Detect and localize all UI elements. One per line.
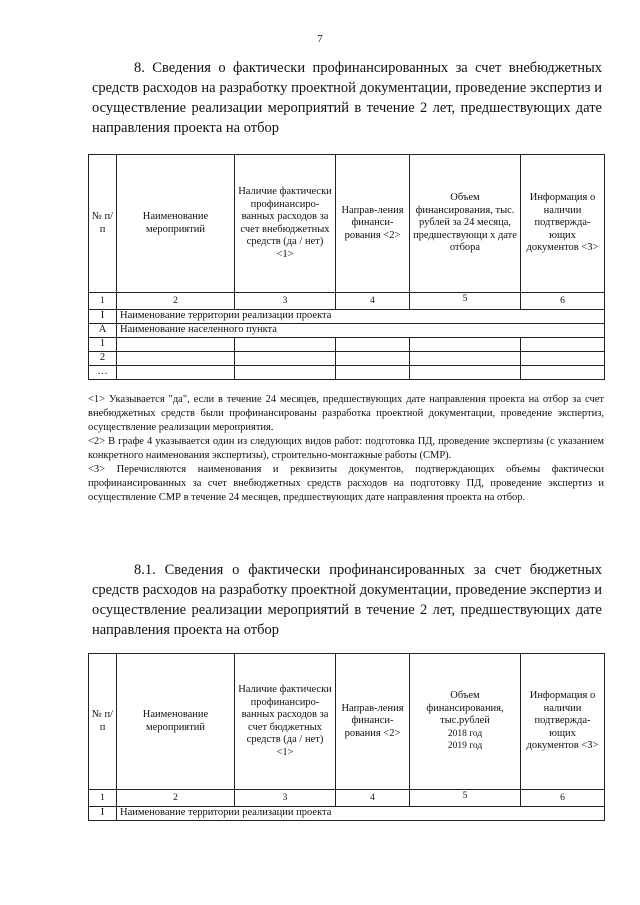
table-cell [521,352,605,366]
table-row [89,310,605,324]
table-header-row [89,155,605,293]
header-financed-flag: Наличие фактически профинансиро-ванных расходов за счет бюджетных средств (да / нет) <1> [235,654,336,790]
header-volume [410,654,521,790]
settlement-name: Наименование населенного пункта [117,324,605,338]
col-num-1: 1 [89,790,117,807]
volume-label: Объем финансирования, тыс.рублей [426,690,504,727]
col-num-2: 2 [117,293,235,310]
year-2018: 2018 год [447,728,483,739]
col-num-1: 1 [89,293,117,310]
table-row [89,352,605,366]
header-documents: Информация о наличии подтвержда-ющих документов <3> [521,155,605,293]
table-row [89,807,605,821]
header-documents: Информация о наличии подтвержда-ющих документов <3> [521,654,605,790]
col-num-4: 4 [336,293,410,310]
page-number: 7 [317,33,323,45]
table-cell [336,352,410,366]
table-header-row [89,654,605,790]
header-number: № п/п [89,155,117,293]
header-activities: Наименование мероприятий [117,654,235,790]
table-row [89,324,605,338]
section-8-table [88,154,605,380]
table-cell [336,366,410,380]
table-cell [521,338,605,352]
column-numbers-row [89,293,605,310]
footnote-1: <1> Указывается "да", если в течение 24 месяцев, предшествующих дате направления проекта на отбор за счет внебюджетных средств были профинансированы разработка проектной документации, проведение экспертиз, осуществление реализации мероприятия. [88,394,604,433]
col-num-5: 5 [410,293,521,310]
table-cell [235,366,336,380]
table-cell [117,366,235,380]
table-cell [521,366,605,380]
table-cell [410,338,521,352]
col-num-6: 6 [521,293,605,310]
col-num-6: 6 [521,790,605,807]
table-cell [235,338,336,352]
header-number: № п/п [89,654,117,790]
table-cell [336,338,410,352]
col-num-3: 3 [235,293,336,310]
header-financed-flag: Наличие фактически профинансиро-ванных расходов за счет внебюджетных средств (да / нет) <1> [235,155,336,293]
section-8-1-table [88,653,605,821]
table-cell [410,366,521,380]
table-cell [410,352,521,366]
col-num-2: 2 [117,790,235,807]
row-number: I [89,310,117,324]
year-2019: 2019 год [447,741,483,752]
table-row [89,338,605,352]
table-row [89,366,605,380]
column-numbers-row [89,790,605,807]
footnote-2: <2> В графе 4 указывается один из следующих видов работ: подготовка ПД, проведение экспертизы (с указанием конкретного наименования экспертизы), строительно-монтажные работы (СМР). [88,436,604,461]
row-number: 1 [89,338,117,352]
footnote-3: <3> Перечисляются наименования и реквизиты документов, подтверждающих объемы фактически профинансированных за счет внебюджетных средств расходов на подготовку ПД, проведение экспертиз и осуществление СМР в течение 24 месяцев, предшествующих дате направления проекта на отбор. [88,464,604,503]
section-8-title-text: 8. Сведения о фактически профинансированных за счет внебюджетных средств расходов на разработку проектной документации, проведение экспертиз и осуществление реализации мероприятий в течение 2 лет, предшествующих дате направления проекта на отбор [92,60,602,136]
header-directions: Направ-ления финанси-рования <2> [336,654,410,790]
col-num-3: 3 [235,790,336,807]
section-8-1-title-text: 8.1. Сведения о фактически профинансированных за счет бюджетных средств расходов на разработку проектной документации, проведение экспертиз и осуществление реализации мероприятий в течение 2 лет, предшествующих дате направления проекта на отбор [92,562,602,638]
table-cell [117,352,235,366]
territory-name: Наименование территории реализации проекта [117,310,605,324]
col-num-4: 4 [336,790,410,807]
row-number: A [89,324,117,338]
col-num-5: 5 [410,790,521,807]
header-volume: Объем финансирования, тыс. рублей за 24 месяца, предшествующи х дате отбора [410,155,521,293]
footnotes [88,393,604,505]
section-8-1-title [92,560,602,640]
territory-name: Наименование территории реализации проекта [117,807,605,821]
row-number: … [89,366,117,380]
header-activities: Наименование мероприятий [117,155,235,293]
row-number: I [89,807,117,821]
table-cell [117,338,235,352]
header-directions: Направ-ления финанси-рования <2> [336,155,410,293]
section-8-title [92,58,602,138]
table-cell [235,352,336,366]
row-number: 2 [89,352,117,366]
